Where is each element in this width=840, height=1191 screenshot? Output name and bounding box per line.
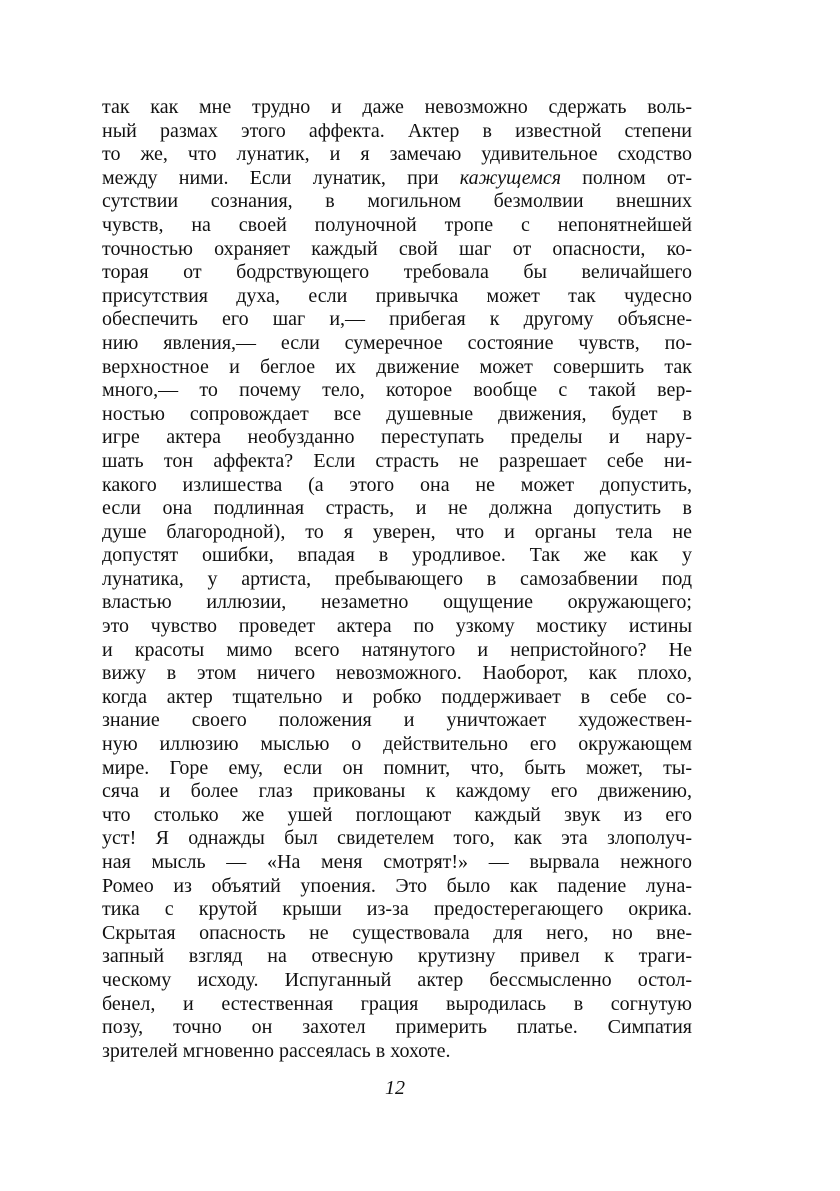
text-line: нию явления,— если сумеречное состояние чувств, по- [102, 331, 692, 354]
text-line: ная мысль — «На меня смотрят!» — вырвала нежного [102, 851, 692, 873]
text-line: когда актер тщательно и робко поддерживает в себе со- [102, 685, 692, 708]
text-line: шать тон аффекта? Если страсть не разрешает себе ни- [102, 449, 692, 472]
text-line: какого излишества (а этого она не может допустить, [102, 473, 692, 496]
text-line: тика с крутой крыши из-за предостерегающего окрика. [102, 898, 692, 921]
italic-phrase: кажущемся [459, 166, 562, 189]
text-line: позу, точно он захотел примерить платье. Симпатия [102, 1016, 692, 1039]
text-line: запный взгляд на отвесную крутизну привел к траги- [102, 945, 692, 968]
text-line: ностью сопровождает все душевные движения, будет в [102, 402, 692, 425]
text-line-with-italic [102, 167, 692, 191]
text-segment: полном от- [561, 166, 692, 189]
text-line: торая от бодрствующего требовала бы величайшего [102, 261, 692, 284]
text-line: точностью охраняет каждый свой шаг от опасности, ко- [102, 237, 692, 260]
text-line: вижу в этом ничего невозможного. Наоборот, как плохо, [102, 662, 692, 685]
text-line: бенел, и естественная грация выродилась в согнутую [102, 992, 692, 1015]
text-line: верхностное и беглое их движение может совершить так [102, 355, 692, 378]
text-line: чувств, на своей полуночной тропе с непонятнейшей [102, 213, 692, 236]
text-line: игре актера необузданно переступать пределы и нару- [102, 426, 692, 449]
text-line: зрителей мгновенно рассеялась в хохоте. [102, 1039, 451, 1062]
text-line: властью иллюзии, незаметно ощущение окружающего; [102, 591, 692, 614]
page-number: 12 [385, 1077, 405, 1099]
text-line: ческому исходу. Испуганный актер бессмысленно остол- [102, 968, 692, 991]
text-line: если она подлинная страсть, и не должна допустить в [102, 497, 692, 520]
text-line: лунатика, у артиста, пребывающего в самозабвении под [102, 567, 692, 590]
text-line: и красоты мимо всего натянутого и непристойного? Не [102, 638, 692, 661]
text-line: что столько же ушей поглощают каждый звук из его [102, 803, 692, 826]
text-line: сутствии сознания, в могильном безмолвии внешних [102, 190, 692, 213]
text-line: обеспечить его шаг и,— прибегая к другому объясне- [102, 308, 692, 331]
text-line: душе благородной), то я уверен, что и органы тела не [102, 520, 692, 543]
text-line: присутствия духа, если привычка может так чудесно [102, 284, 692, 307]
text-segment: между ними. Если лунатик, при [102, 166, 460, 189]
text-line: это чувство проведет актера по узкому мостику истины [102, 615, 692, 638]
text-line: ную иллюзию мыслью о действительно его окружающем [102, 733, 692, 756]
text-line: уст! Я однажды был свидетелем того, как эта злополуч- [102, 827, 692, 850]
text-line: ный размах этого аффекта. Актер в известной степени [102, 119, 692, 142]
text-line: то же, что лунатик, и я замечаю удивительное сходство [102, 143, 692, 166]
text-line: так как мне трудно и даже невозможно сдержать воль- [102, 96, 692, 118]
text-line: сяча и более глаз прикованы к каждому его движению, [102, 780, 692, 803]
text-line: знание своего положения и уничтожает художествен- [102, 709, 692, 732]
text-line: Ромео из объятий упоения. Это было как падение луна- [102, 874, 692, 897]
text-line: много,— то почему тело, которое вообще с такой вер- [102, 379, 692, 402]
body-text [102, 96, 692, 1063]
text-line: допустят ошибки, впадая в уродливое. Так же как у [102, 544, 692, 567]
text-line: Скрытая опасность не существовала для него, но вне- [102, 921, 692, 944]
text-line: мире. Горе ему, если он помнит, что, быть может, ты- [102, 756, 692, 779]
